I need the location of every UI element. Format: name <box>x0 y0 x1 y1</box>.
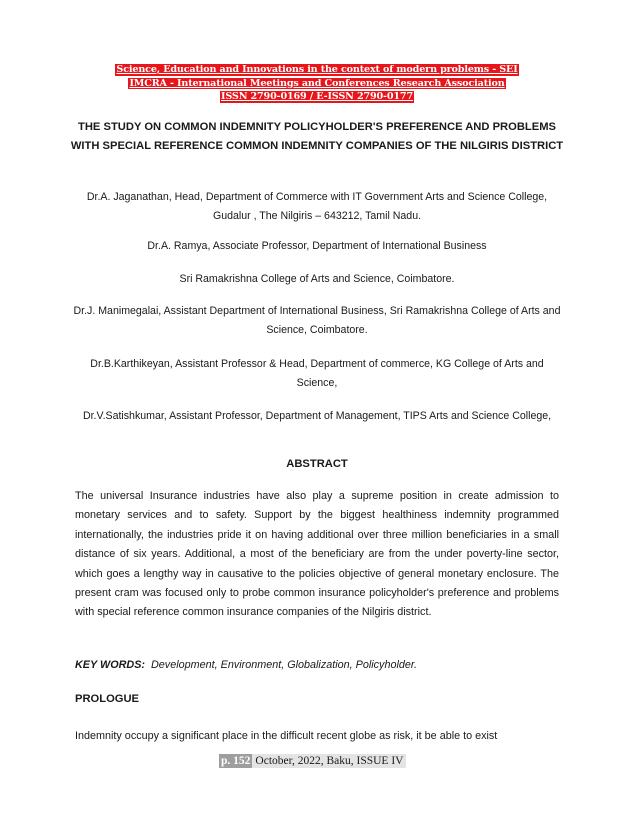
prologue-heading: PROLOGUE <box>75 693 140 705</box>
abstract-body: The universal Insurance industries have also play a supreme position in create admission to monetary services and to safety. Support by the biggest healthiness indemnity programmed internationally, the industries pride it on having additional over three million beneficiaries in a small distance of six years. Additional, a most of the beneficiary are from the under poverty-line sector, which goes a lengthy way in causative to the policies objective of general monetary enclosure. The present cram was focused only to probe common insurance policyholder's preference and problems with special reference common insurance companies of the Nilgiris district. <box>75 490 559 619</box>
issn-line: ISSN 2790-0169 / E-ISSN 2790-0177 <box>221 91 413 102</box>
author-ramya-affiliation: Sri Ramakrishna College of Arts and Science, Coimbatore. <box>179 273 455 285</box>
page-footer <box>219 754 406 768</box>
prologue-body: Indemnity occupy a significant place in the difficult recent globe as risk, it be able to exist <box>75 730 498 742</box>
abstract-heading: ABSTRACT <box>286 458 348 470</box>
author-jaganathan: Dr.A. Jaganathan, Head, Department of Commerce with IT Government Arts and Science College, Gudalur , The Nilgiris – 643212, Tamil Nadu. <box>86 191 548 222</box>
journal-name: Science, Education and Innovations in the context of modern problems - SEI <box>116 64 518 75</box>
journal-header <box>0 62 634 103</box>
keywords <box>75 659 417 671</box>
association-name: IMCRA - International Meetings and Conferences Research Association <box>129 77 505 89</box>
author-satishkumar: Dr.V.Satishkumar, Assistant Professor, Department of Management, TIPS Arts and Science College, <box>82 410 552 422</box>
issue-info: October, 2022, Baku, ISSUE IV <box>252 754 406 768</box>
author-karthikeyan: Dr.B.Karthikeyan, Assistant Professor & Head, Department of commerce, KG College of Arts and Science, <box>90 358 544 389</box>
paper-title: THE STUDY ON COMMON INDEMNITY POLICYHOLDER'S PREFERENCE AND PROBLEMS WITH SPECIAL REFERENCE COMMON INDEMNITY COMPANIES OF THE NILGIRIS DISTRICT <box>70 121 564 152</box>
keywords-label: KEY WORDS: <box>75 659 145 671</box>
author-ramya: Dr.A. Ramya, Associate Professor, Department of International Business <box>147 240 487 252</box>
page-number: p. 152 <box>221 755 251 767</box>
keywords-text: Development, Environment, Globalization, Policyholder. <box>151 659 418 671</box>
author-manimegalai: Dr.J. Manimegalai, Assistant Department of International Business, Sri Ramakrishna College of Arts and Science, Coimbatore. <box>73 305 561 336</box>
